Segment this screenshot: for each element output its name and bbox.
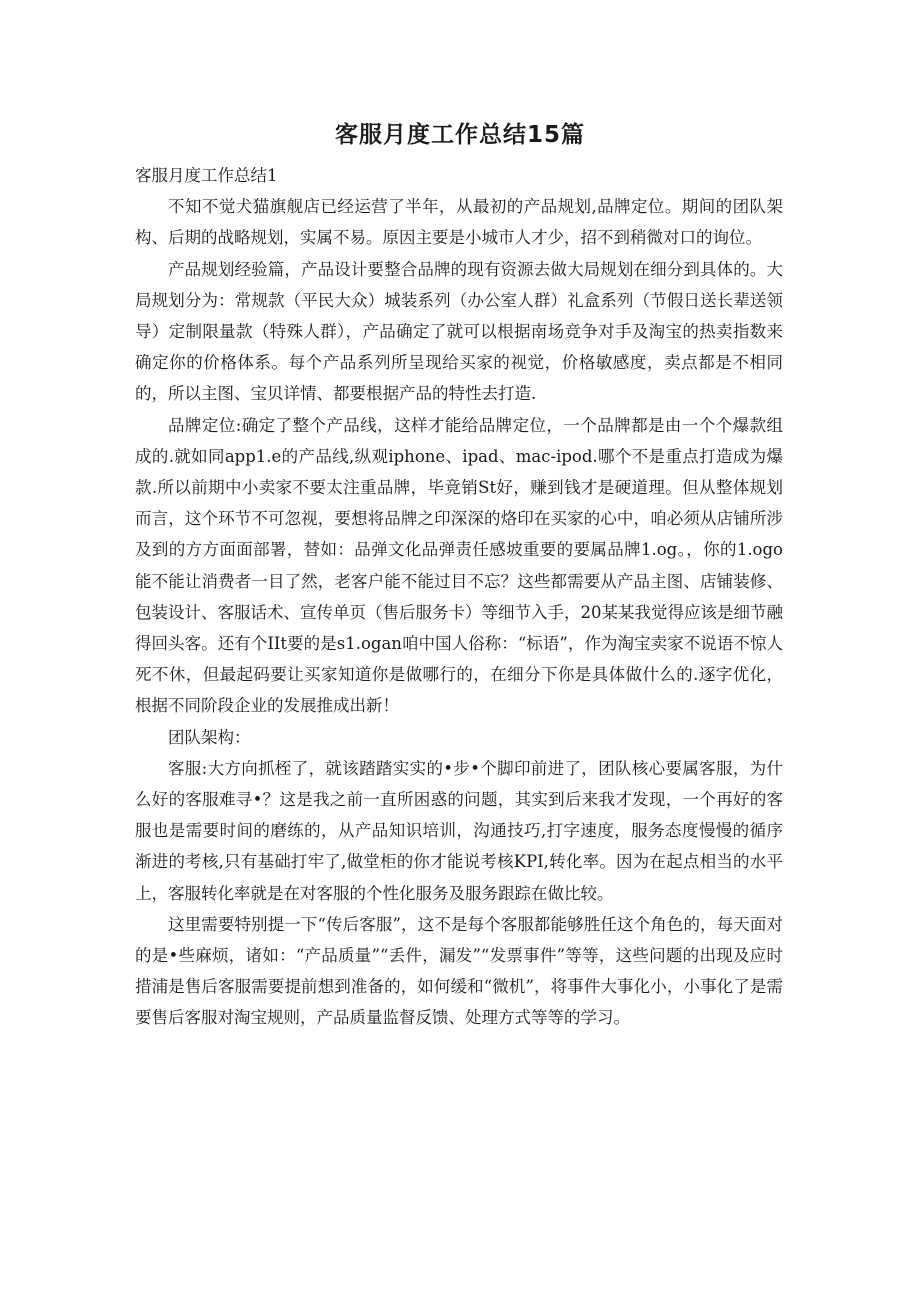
section-heading: 客服月度工作总结1 <box>135 166 278 185</box>
paragraph-intro: 不知不觉犬猫旗舰店已经运营了半年，从最初的产品规划,品牌定位。期间的团队架构、后期的战略规划，实属不易。原因主要是小城市人才少，招不到稍微对口的询位。 <box>135 197 783 248</box>
paragraph-after-sales: 这里需要特别提一下“传后客服”，这不是每个客服都能够胜任这个角色的，每天面对的是•些麻烦，诸如：“产品质量”“丢件，漏发”“发票事件”等等，这些问题的出现及应时措浦是售后客服需要提前想到准备的，如何缓和“微机”，将事件大事化小，小事化了是需要售后客服对淘宝规则，产品质量监督反馈、处理方式等等的学习。 <box>135 914 783 1028</box>
paragraph-brand-positioning: 品牌定位:确定了整个产品线，这样才能给品牌定位，一个品牌都是由一个个爆款组成的.就如同app1.e的产品线,纵观iphone、ipad、mac-ipod.哪个不是重点打造成为爆款.所以前期中小卖家不要太注重品牌，毕竟销St好，赚到钱才是硬道理。但从整体规划而言，这个环节不可忽视，要想将品牌之印深深的烙印在买家的心中，咱必须从店铺所涉及到的方方面面部署，替如：品弹文化品弹责任感坡重要的要属品牌1.og。，你的1.ogo能不能让消费者一目了然，老客户能不能过目不忘？这些都需要从产品主图、店铺装修、包装设计、客服话术、宣传单页（售后服务卡）等细节入手，20某某我觉得应该是细节融得回头客。还有个IIt要的是s1.ogan咱中国人俗称：“标语”，作为淘宝卖家不说语不惊人死不休，但最起码要让买家知道你是做哪行的，在细分下你是具体做什么的.逐字优化，根据不同阶段企业的发展推成出新！ <box>135 415 783 716</box>
document-body <box>135 160 783 1034</box>
paragraph-product-planning: 产品规划经验篇，产品设计要整合品牌的现有资源去做大局规划在细分到具体的。大局规划分为：常规款（平民大众）城装系列（办公室人群）礼盒系列（节假日送长辈送领导）定制限量款（特殊人群），产品确定了就可以根据南场竞争对手及淘宝的热卖指数来确定你的价格体系。每个产品系列所呈现给买家的视觉，价格敏感度，卖点都是不相同的，所以主图、宝贝详情、都要根据产品的特性去打造. <box>135 259 783 404</box>
paragraph-customer-service: 客服:大方向抓桎了，就该踏踏实实的•步•个脚印前进了，团队核心要属客服，为什么好的客服难寻•？这是我之前一直所困惑的问题，其实到后来我才发现，一个再好的客服也是需要时间的磨练的，从产品知识培训，沟通技巧,打字速度，服务态度慢慢的循序渐进的考核,只有基础打牢了,做堂柜的你才能说考核KPI,转化率。因为在起点相当的水平上，客服转化率就是在对客服的个性化服务及服务跟踪在做比较。 <box>135 758 783 903</box>
paragraph-team-structure-heading: 团队架构： <box>168 727 251 747</box>
document-title: 客服月度工作总结15篇 <box>334 122 585 148</box>
